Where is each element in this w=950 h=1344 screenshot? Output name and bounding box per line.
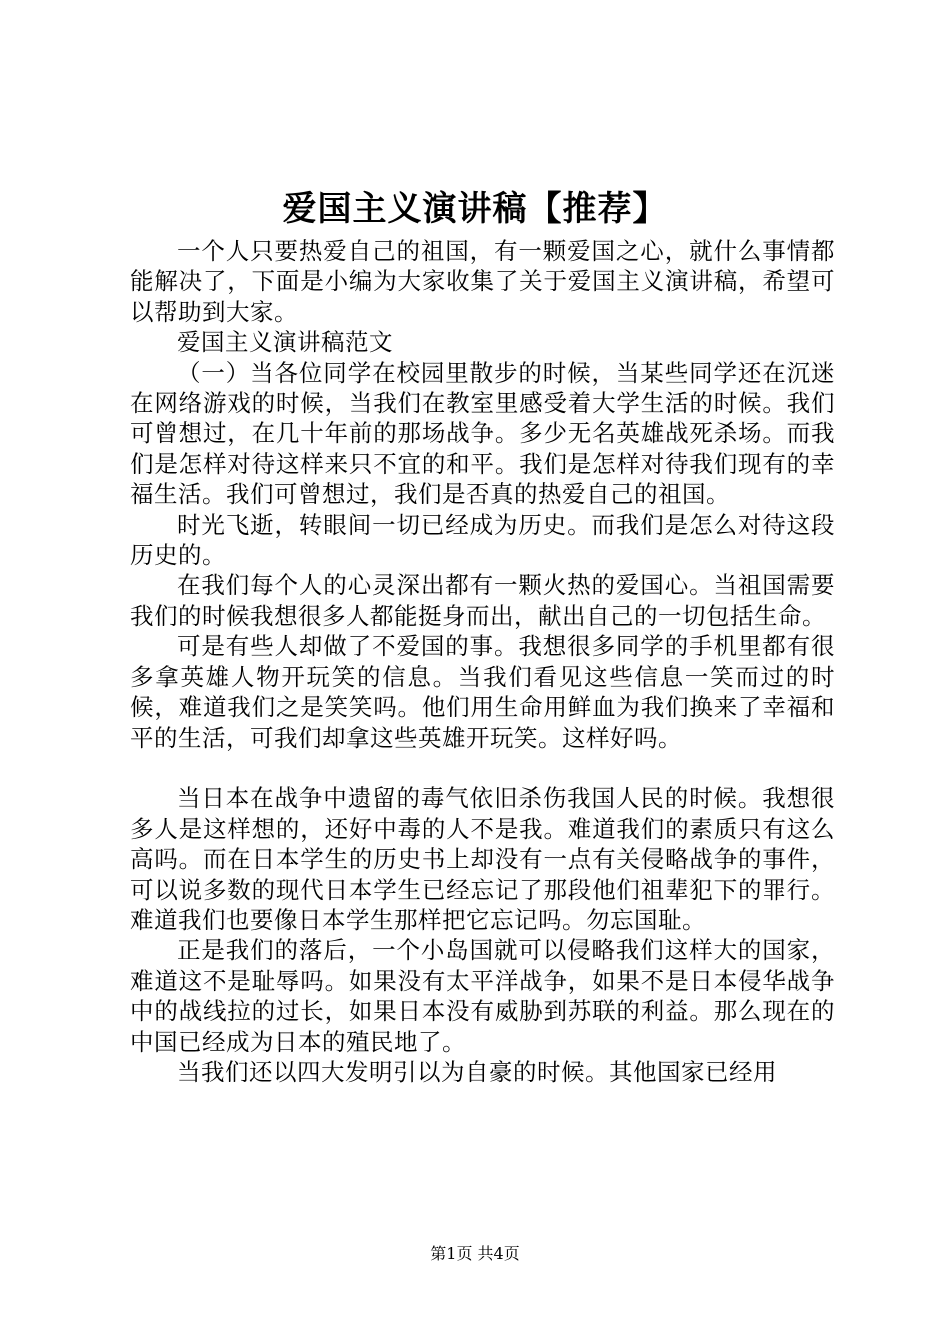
paragraph-section-heading: 爱国主义演讲稿范文	[177, 328, 393, 357]
paragraph-7: 当我们还以四大发明引以为自豪的时候。其他国家已经用	[177, 1057, 777, 1086]
paragraph-1: （一）当各位同学在校园里散步的时候，当某些同学还在沉迷在网络游戏的时候，当我们在教室里感受着大学生活的时候。我们可曾想过，在几十年前的那场战争。多少无名英雄战死杀场。而我们是怎样对待这样来只不宜的和平。我们是怎样对待我们现有的幸福生活。我们可曾想过，我们是否真的热爱自己的祖国。	[130, 358, 835, 509]
paragraph-2: 时光飞逝，转眼间一切已经成为历史。而我们是怎么对待这段历史的。	[130, 510, 835, 570]
document-body	[130, 236, 835, 1087]
paragraph-intro: 一个人只要热爱自己的祖国，有一颗爱国之心，就什么事情都能解决了，下面是小编为大家收集了关于爱国主义演讲稿，希望可以帮助到大家。	[130, 237, 835, 326]
page-footer: 第1页 共4页	[430, 1244, 520, 1263]
paragraph-5: 当日本在战争中遗留的毒气依旧杀伤我国人民的时候。我想很多人是这样想的，还好中毒的人不是我。难道我们的素质只有这么高吗。而在日本学生的历史书上却没有一点有关侵略战争的事件，可以说多数的现代日本学生已经忘记了那段他们祖辈犯下的罪行。难道我们也要像日本学生那样把它忘记吗。勿忘国耻。	[130, 784, 835, 934]
document-title: 爱国主义演讲稿【推荐】	[282, 189, 668, 229]
paragraph-3: 在我们每个人的心灵深出都有一颗火热的爱国心。当祖国需要我们的时候我想很多人都能挺身而出，献出自己的一切包括生命。	[130, 571, 835, 630]
paragraph-6: 正是我们的落后，一个小岛国就可以侵略我们这样大的国家，难道这不是耻辱吗。如果没有太平洋战争，如果不是日本侵华战争中的战线拉的过长，如果日本没有威胁到苏联的利益。那么现在的中国已经成为日本的殖民地了。	[130, 936, 835, 1056]
paragraph-4: 可是有些人却做了不爱国的事。我想很多同学的手机里都有很多拿英雄人物开玩笑的信息。当我们看见这些信息一笑而过的时候，难道我们之是笑笑吗。他们用生命用鲜血为我们换来了幸福和平的生活，可我们却拿这些英雄开玩笑。这样好吗。	[130, 632, 835, 752]
blank-line	[130, 753, 835, 783]
